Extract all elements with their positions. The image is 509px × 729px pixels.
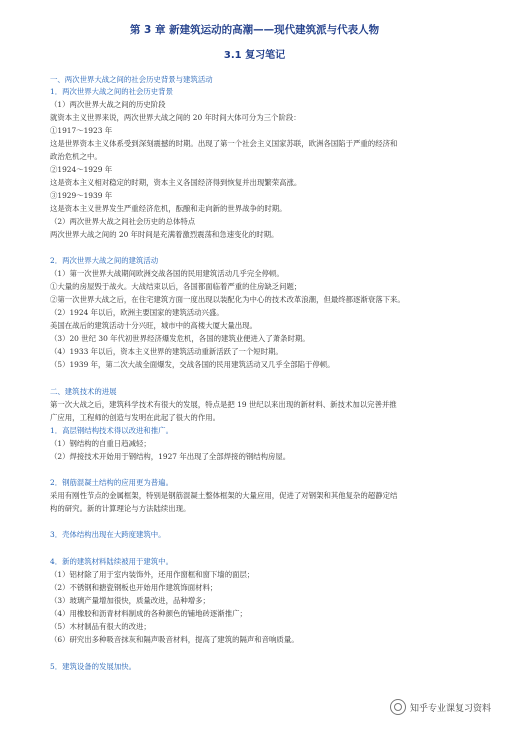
text-line: 这是资本主义相对稳定的时期，资本主义各国经济得到恢复并出现繁荣高涨。 (50, 178, 302, 187)
chapter-title: 第 3 章 新建筑运动的高潮——现代建筑派与代表人物 (129, 24, 380, 36)
text-line: 政治危机之中。 (50, 152, 102, 161)
text-line: （1）两次世界大战之间的历史阶段 (50, 100, 166, 109)
heading-line: 4．新的建筑材料陆续被用于建筑中。 (50, 557, 173, 566)
text-line: （1）铝材除了用于室内装饰外，还用作窗框和窗下墙的面层； (50, 570, 255, 579)
text-line: 就资本主义世界来说，两次世界大战之间的 20 年时间大体可分为三个阶段： (50, 113, 301, 122)
text-line: （6）研究出多种吸音抹灰和隔声吸音材料，提高了建筑的隔声和音响质量。 (50, 635, 299, 644)
text-line: （4）用橡胶和沥青材料制成的各种颜色的铺地砖逐渐推广； (50, 609, 247, 618)
heading-line: 1．两次世界大战之间的社会历史背景 (50, 87, 173, 96)
heading-line: 2．两次世界大战之间的建筑活动 (50, 256, 159, 265)
text-line: ①1917～1923 年 (50, 126, 113, 135)
text-line: （3）20 世纪 30 年代初世界经济爆发危机，各国的建筑业便进入了萧条时期。 (50, 334, 310, 343)
text-line: （2）两次世界大战之间社会历史的总体特点 (50, 217, 196, 226)
wechat-icon (390, 699, 406, 715)
text-line: 广应用，工程师的创造与发明在此起了很大的作用。 (50, 413, 220, 422)
heading-line: 一、两次世界大战之间的社会历史背景与建筑活动 (50, 75, 213, 84)
text-line: （2）不锈钢和搪瓷钢板也开始用作建筑饰面材料； (50, 583, 218, 592)
text-line: （2）1924 年以后，欧洲主要国家的建筑活动兴盛。 (50, 308, 224, 317)
text-line: 采用有刚性节点的金属框架，特别是钢筋混凝土整体框架的大量应用，促进了对钢架和其他复杂的超静定结 (50, 491, 398, 500)
text-line: 美国在战后的建筑活动十分兴旺，城市中的高楼大厦大量出现。 (50, 321, 257, 330)
text-line: （1）第一次世界大战期间欧洲交战各国的民用建筑活动几乎完全停顿。 (50, 269, 284, 278)
heading-line: 二、建筑技术的进展 (50, 387, 117, 396)
text-line: （1）钢结构的自重日趋减轻； (50, 439, 151, 448)
heading-line: 5．建筑设备的发展加快。 (50, 662, 137, 671)
text-line: （5）木材制品有很大的改进； (50, 622, 151, 631)
text-line: （2）焊接技术开始用于钢结构，1927 年出现了全部焊接的钢结构房屋。 (50, 452, 291, 461)
heading-line: 2．钢筋混凝土结构的应用更为普遍。 (50, 478, 173, 487)
text-line: 第一次大战之后，建筑科学技术有很大的发展，特点是把 19 世纪以来出现的新材料、新技术加以完善并推 (50, 400, 397, 409)
text-line: ①大量的房屋毁于战火。大战结束以后，各国都面临着严重的住房缺乏问题； (50, 282, 302, 291)
text-line: （4）1933 年以后，资本主义世界的建筑活动重新活跃了一个短时期。 (50, 347, 283, 356)
heading-line: 3．壳体结构出现在大跨度建筑中。 (50, 530, 166, 539)
text-line: ②第一次世界大战之后，在住宅建筑方面一度出现以装配化为中心的技术改革浪潮，但最终都逐渐衰落下来。 (50, 295, 405, 304)
text-line: （3）玻璃产量增加很快，质量改进，品种增多； (50, 596, 210, 605)
text-line: 构的研究。新的计算理论与方法陆续出现。 (50, 504, 191, 513)
text-line: ②1924～1929 年 (50, 165, 113, 174)
text-line: ③1929～1939 年 (50, 191, 113, 200)
watermark-text: 知乎专业课复习资料 (409, 703, 491, 714)
text-line: 两次世界大战之间的 20 年时间是充满着激烈震荡和急速变化的时期。 (50, 230, 279, 239)
text-line: 这是世界资本主义体系受到深刻震撼的时期。出现了第一个社会主义国家苏联，欧洲各国陷于严重的经济和 (50, 139, 398, 148)
watermark (390, 699, 491, 715)
heading-line: 1．高层钢结构技术得以改进和推广。 (50, 426, 173, 435)
text-line: （5）1939 年，第二次大战全面爆发，交战各国的民用建筑活动又几乎全部陷于停顿。 (50, 360, 335, 369)
section-title: 3.1 复习笔记 (223, 50, 286, 61)
text-line: 这是资本主义世界发生严重经济危机，酝酿和走向新的世界战争的时期。 (50, 204, 287, 213)
